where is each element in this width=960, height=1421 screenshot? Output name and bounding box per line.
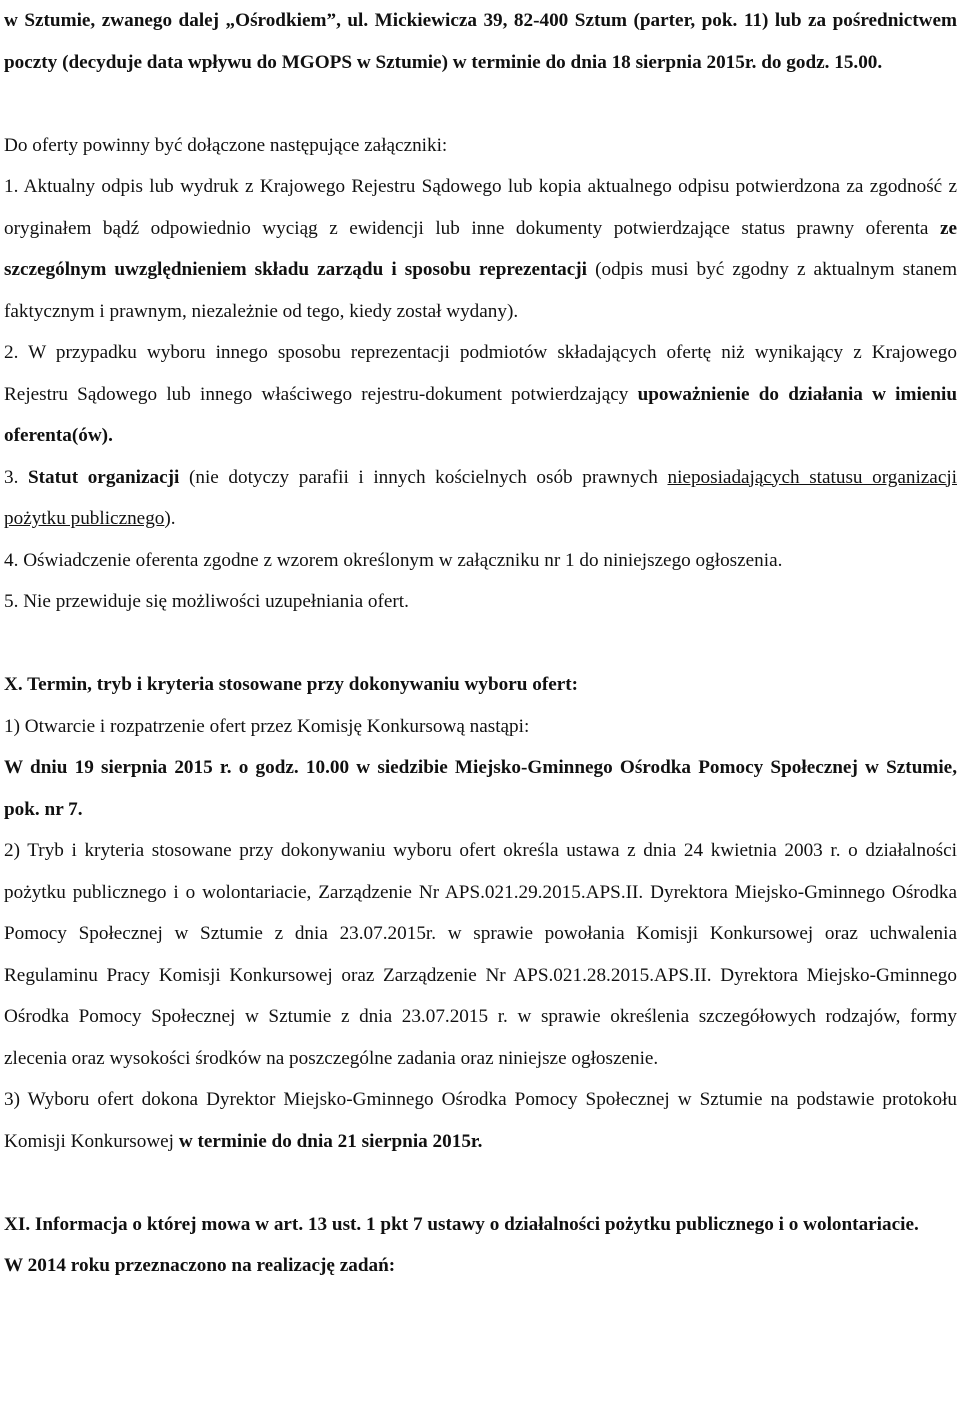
section-xi-p1: W 2014 roku przeznaczono na realizację zadań: [4,1255,396,1276]
attachment-item-4: 4. Oświadczenie oferenta zgodne z wzorem określonym w załączniku nr 1 do niniejszego ogłoszenia. [4,549,783,571]
attachment-item-2 [4,332,957,457]
section-x-heading: X. Termin, tryb i kryteria stosowane przy dokonywaniu wyboru ofert: [4,674,579,695]
attachment-item-2-bold: upoważnienie do działania w imieniu oferenta(ów). [4,383,957,446]
section-xi-heading: XI. Informacja o której mowa w art. 13 ust. 1 pkt 7 ustawy o działalności pożytku publicznego i o wolontariacie. [4,1213,919,1235]
spacer [4,83,957,125]
attachments-heading: Do oferty powinny być dołączone następujące załączniki: [4,134,448,156]
attachment-item-3-text: (nie dotyczy parafii i innych kościelnych osób prawnych [179,466,668,488]
spacer [4,623,957,665]
spacer [4,1162,957,1204]
attachment-item-1-text: 1. Aktualny odpis lub wydruk z Krajowego Rejestru Sądowego lub kopia aktualnego odpisu potwierdzona za zgodność z oryginałem bądź odpowiednio wyciąg z ewidencji lub inne dokumenty potwierdzające status prawny oferenta [4,176,957,239]
intro-paragraph: w Sztumie, zwanego dalej „Ośrodkiem”, ul. Mickiewicza 39, 82-400 Sztum (parter, pok. 11) lub za pośrednictwem poczty (decyduje data wpływu do MGOPS w Sztumie) w terminie do dnia 18 sierpnia 2015r. do godz. 15.00. [4,10,957,73]
section-x-p3-text: 3) Wyboru ofert dokona Dyrektor Miejsko-Gminnego Ośrodka Pomocy Społecznej w Sztumie na podstawie protokołu Komisji Konkursowej [4,1089,957,1152]
attachment-item-3-end: ). [164,508,176,529]
section-x-p1-bold: W dniu 19 sierpnia 2015 r. o godz. 10.00 w siedzibie Miejsko-Gminnego Ośrodka Pomocy Społecznej w Sztumie, pok. nr 7. [4,757,957,820]
section-x-p3 [4,1079,957,1162]
attachment-item-1-bold: ze szczególnym uwzględnieniem składu zarządu i sposobu reprezentacji [4,217,957,280]
attachment-item-5: 5. Nie przewiduje się możliwości uzupełniania ofert. [4,591,409,612]
attachment-item-2-text: 2. W przypadku wyboru innego sposobu reprezentacji podmiotów składających ofertę niż wynikający z Krajowego Rejestru Sądowego lub innego właściwego rejestru-dokument potwierdzający [4,342,957,405]
section-x-p2: 2) Tryb i kryteria stosowane przy dokonywaniu wyboru ofert określa ustawa z dnia 24 kwietnia 2003 r. o działalności pożytku publicznego i o wolontariacie, Zarządzenie Nr APS.021.29.2015.APS.II. Dyrektora Miejsko-Gminnego Ośrodka Pomocy Społecznej w Sztumie z dnia 23.07.2015r. w sprawie powołania Komisji Konkursowej oraz uchwalenia Regulaminu Pracy Komisji Konkursowej oraz Zarządzenie Nr APS.021.28.2015.APS.II. Dyrektora Miejsko-Gminnego Ośrodka Pomocy Społecznej w Sztumie z dnia 23.07.2015 r. w sprawie określenia szczegółowych rodzajów, formy zlecenia oraz wysokości środków na poszczególne zadania oraz niniejsze ogłoszenie. [4,840,957,1069]
attachment-item-3-underlined: nieposiadających statusu organizacji pożytku publicznego [4,466,957,529]
section-x-p3-bold: w terminie do dnia 21 sierpnia 2015r. [178,1130,483,1152]
attachment-item-1 [4,166,957,332]
attachment-item-3-bold: Statut organizacji [28,466,180,488]
attachment-item-3 [4,457,957,540]
attachment-item-3-num: 3. [4,466,28,488]
attachment-item-1-text-end: (odpis musi być zgodny z aktualnym stanem faktycznym i prawnym, niezależnie od tego, kiedy został wydany). [4,259,957,322]
section-x-p1: 1) Otwarcie i rozpatrzenie ofert przez Komisję Konkursową nastąpi: [4,715,530,737]
